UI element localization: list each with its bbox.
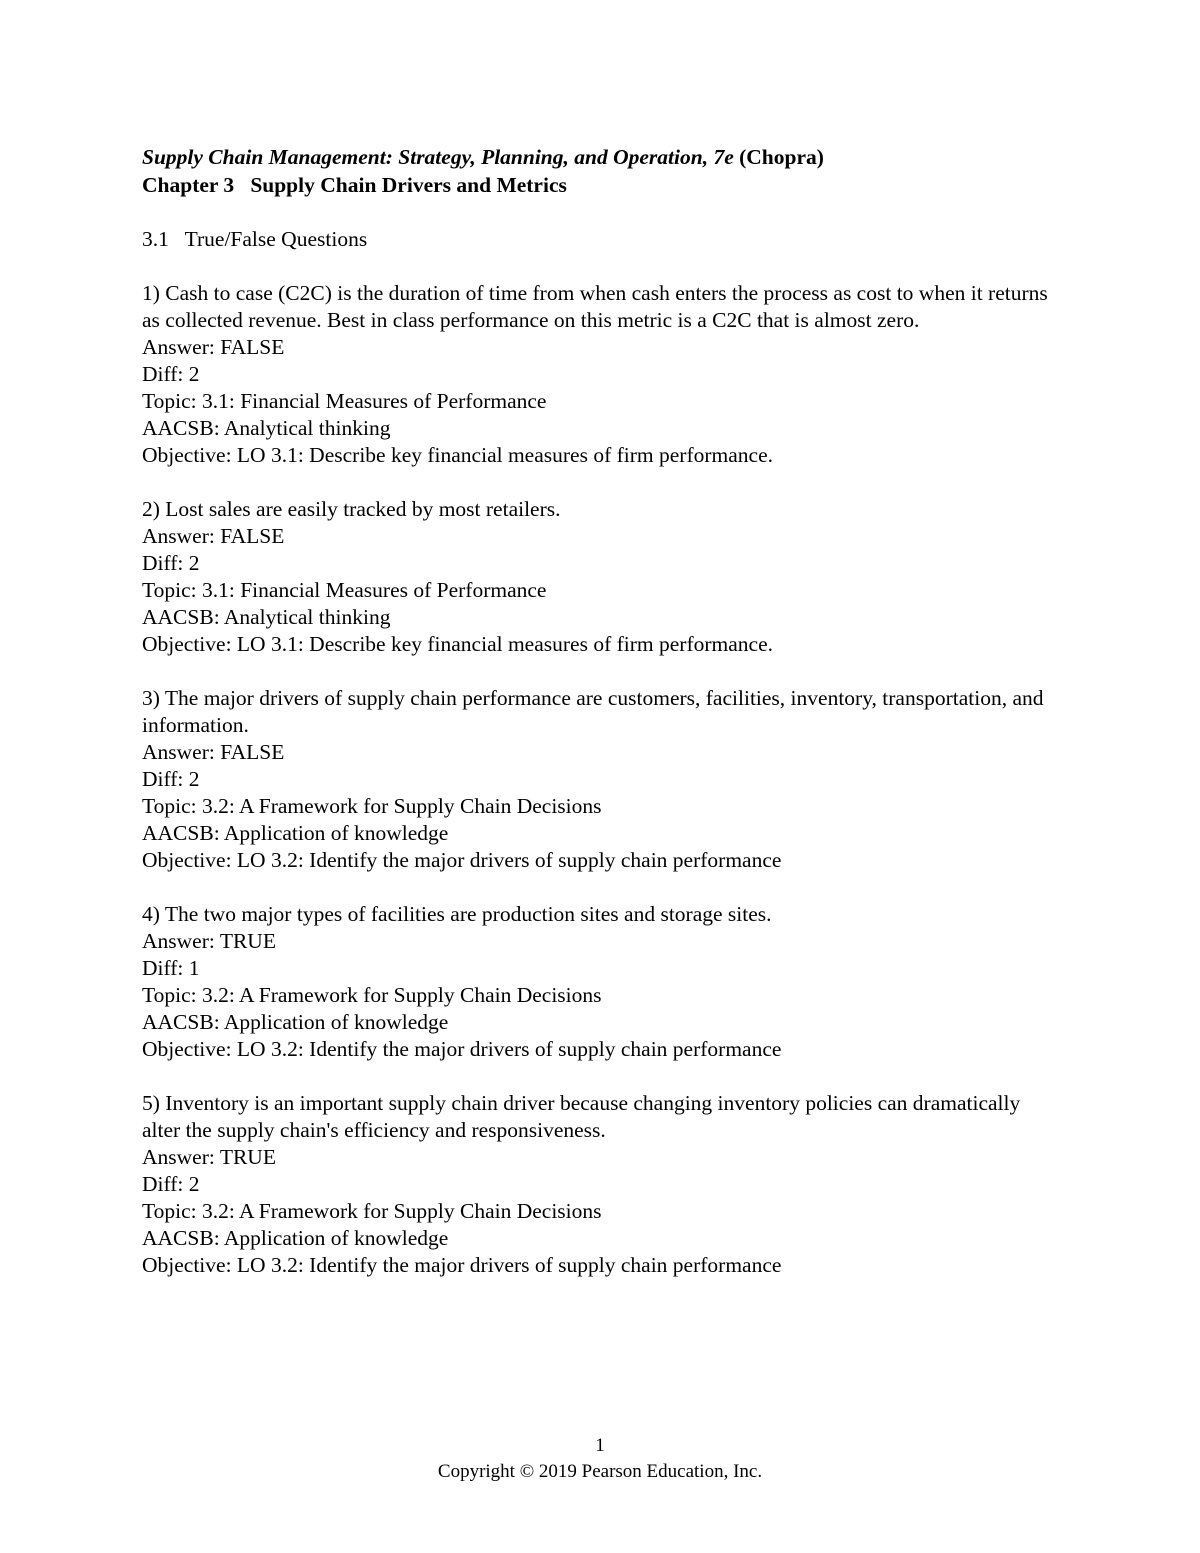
question-answer: Answer: FALSE (142, 740, 285, 764)
page-content (142, 143, 1072, 1279)
question-objective: Objective: LO 3.1: Describe key financial measures of firm performance. (142, 443, 774, 467)
question-topic: Topic: 3.2: A Framework for Supply Chain Decisions (142, 794, 602, 818)
book-title-line (142, 143, 1072, 171)
spacer (142, 199, 1072, 226)
question-aacsb: AACSB: Analytical thinking (142, 416, 391, 440)
spacer (142, 658, 1072, 685)
section-heading (142, 226, 1072, 253)
question-text: 3) The major drivers of supply chain performance are customers, facilities, inventory, transportation, and information. (142, 686, 1044, 737)
question-aacsb: AACSB: Application of knowledge (142, 821, 449, 845)
question-objective: Objective: LO 3.1: Describe key financial measures of firm performance. (142, 632, 774, 656)
section-title: True/False Questions (184, 227, 368, 251)
question-aacsb: AACSB: Analytical thinking (142, 605, 391, 629)
question-answer: Answer: TRUE (142, 929, 276, 953)
section-number: 3.1 (142, 227, 169, 251)
chapter-heading (142, 171, 1072, 199)
question-difficulty: Diff: 1 (142, 956, 200, 980)
question-item-4 (142, 901, 1072, 1063)
question-objective: Objective: LO 3.2: Identify the major drivers of supply chain performance (142, 1037, 782, 1061)
book-title: Supply Chain Management: Strategy, Planning, and Operation, 7e (142, 145, 734, 169)
question-item-1 (142, 280, 1072, 469)
question-topic: Topic: 3.2: A Framework for Supply Chain Decisions (142, 983, 602, 1007)
question-answer: Answer: FALSE (142, 335, 285, 359)
question-aacsb: AACSB: Application of knowledge (142, 1010, 449, 1034)
spacer (142, 253, 1072, 280)
question-difficulty: Diff: 2 (142, 362, 200, 386)
question-topic: Topic: 3.2: A Framework for Supply Chain Decisions (142, 1199, 602, 1223)
question-answer: Answer: TRUE (142, 1145, 276, 1169)
question-text: 4) The two major types of facilities are production sites and storage sites. (142, 902, 772, 926)
question-topic: Topic: 3.1: Financial Measures of Performance (142, 389, 547, 413)
question-topic: Topic: 3.1: Financial Measures of Performance (142, 578, 547, 602)
page-number: 1 (595, 1435, 605, 1456)
spacer (142, 469, 1072, 496)
question-item-5 (142, 1090, 1072, 1279)
question-answer: Answer: FALSE (142, 524, 285, 548)
chapter-label: Chapter 3 (142, 173, 235, 197)
copyright-notice: Copyright © 2019 Pearson Education, Inc. (437, 1461, 763, 1482)
question-text: 5) Inventory is an important supply chain driver because changing inventory policies can dramatically alter the supply chain's efficiency and responsiveness. (142, 1091, 1021, 1142)
question-difficulty: Diff: 2 (142, 551, 200, 575)
chapter-title: Supply Chain Drivers and Metrics (250, 173, 567, 197)
question-objective: Objective: LO 3.2: Identify the major drivers of supply chain performance (142, 1253, 782, 1277)
question-aacsb: AACSB: Application of knowledge (142, 1226, 449, 1250)
book-author: (Chopra) (739, 145, 824, 169)
spacer (142, 874, 1072, 901)
question-item-3 (142, 685, 1072, 874)
spacer (142, 1063, 1072, 1090)
question-difficulty: Diff: 2 (142, 767, 200, 791)
question-item-2 (142, 496, 1072, 658)
question-difficulty: Diff: 2 (142, 1172, 200, 1196)
question-objective: Objective: LO 3.2: Identify the major drivers of supply chain performance (142, 848, 782, 872)
question-text: 1) Cash to case (C2C) is the duration of time from when cash enters the process as cost to when it returns as collected revenue. Best in class performance on this metric is a C2C that is almost zero. (142, 281, 1048, 332)
question-text: 2) Lost sales are easily tracked by most retailers. (142, 497, 561, 521)
